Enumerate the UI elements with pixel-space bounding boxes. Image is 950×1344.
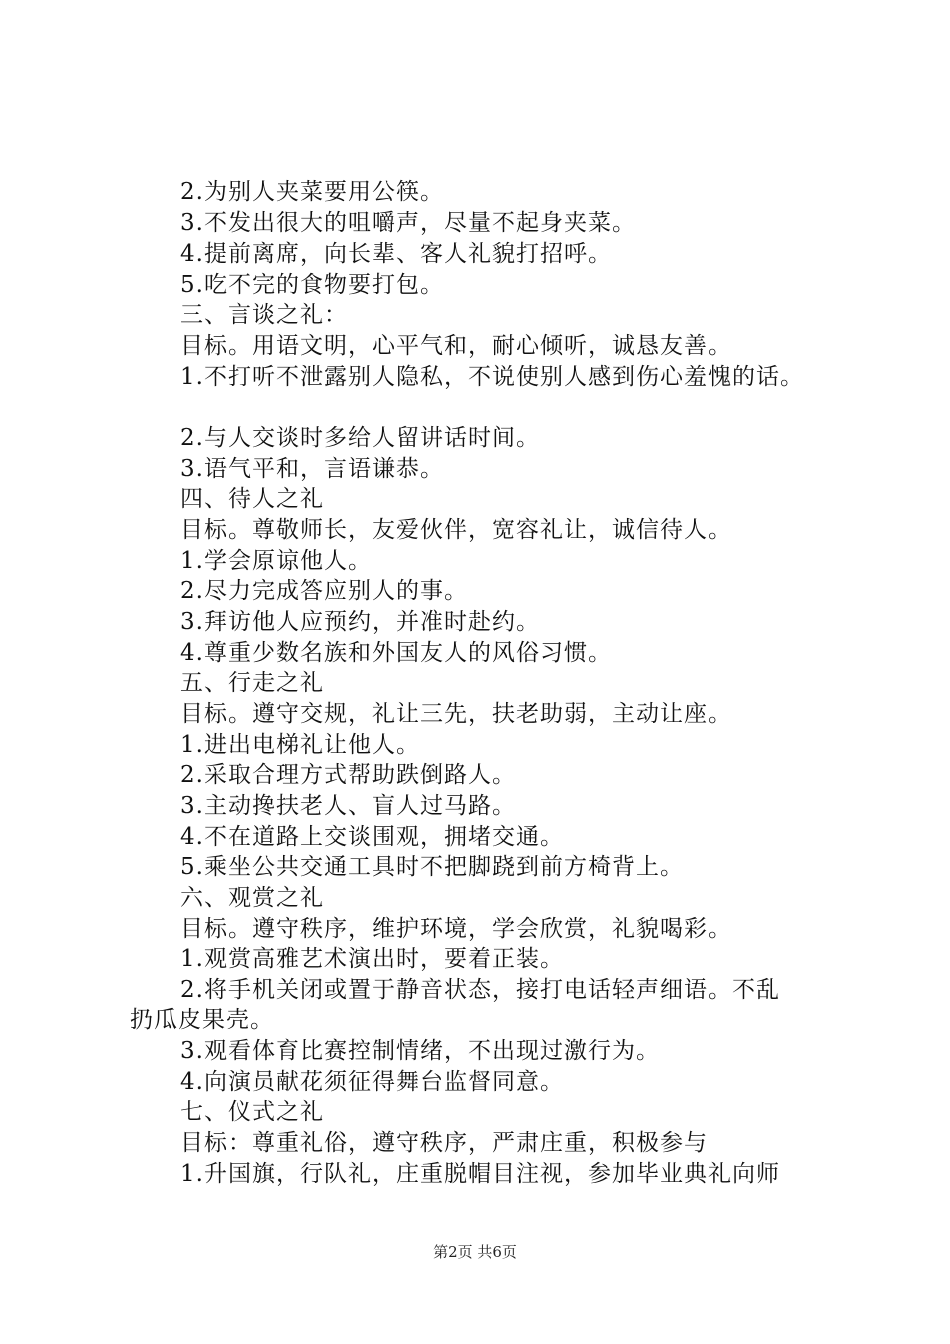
section-heading: 七、仪式之礼 <box>180 1099 324 1125</box>
text-line: 2.将手机关闭或置于静音状态，接打电话轻声细语。不乱 <box>180 977 780 1003</box>
text-line: 3.不发出很大的咀嚼声，尽量不起身夹菜。 <box>180 210 636 236</box>
text-line: 4.向演员献花须征得舞台监督同意。 <box>180 1069 564 1095</box>
section-heading: 五、行走之礼 <box>180 670 324 696</box>
section-goal: 目标。用语文明，心平气和，耐心倾听，诚恳友善。 <box>180 333 732 359</box>
text-line: 4.提前离席，向长辈、客人礼貌打招呼。 <box>180 241 612 267</box>
text-line: 3.拜访他人应预约，并准时赴约。 <box>180 609 540 635</box>
text-line: 3.主动搀扶老人、盲人过马路。 <box>180 793 516 819</box>
text-line: 2.采取合理方式帮助跌倒路人。 <box>180 762 516 788</box>
page-number-footer: 第2页 共6页 <box>433 1243 517 1261</box>
section-goal: 目标。尊敬师长，友爱伙伴，宽容礼让，诚信待人。 <box>180 517 732 543</box>
text-line: 1.学会原谅他人。 <box>180 548 372 574</box>
text-line: 3.语气平和，言语谦恭。 <box>180 456 444 482</box>
section-heading: 四、待人之礼 <box>180 486 324 512</box>
text-line: 2.与人交谈时多给人留讲话时间。 <box>180 425 540 451</box>
section-goal: 目标。遵守交规，礼让三先，扶老助弱，主动让座。 <box>180 701 732 727</box>
section-goal: 目标。遵守秩序，维护环境，学会欣赏，礼貌喝彩。 <box>180 916 732 942</box>
text-line: 1.升国旗，行队礼，庄重脱帽目注视，参加毕业典礼向师 <box>180 1161 780 1187</box>
text-line: 4.尊重少数名族和外国友人的风俗习惯。 <box>180 640 612 666</box>
text-line-continued: 扔瓜皮果壳。 <box>130 1007 274 1033</box>
section-goal: 目标：尊重礼俗，遵守秩序，严肃庄重，积极参与 <box>180 1130 708 1156</box>
text-line: 1.观赏高雅艺术演出时，要着正装。 <box>180 946 564 972</box>
section-heading: 三、言谈之礼： <box>180 302 348 328</box>
text-line: 2.为别人夹菜要用公筷。 <box>180 179 444 205</box>
text-line: 4.不在道路上交谈围观，拥堵交通。 <box>180 824 564 850</box>
text-line: 1.进出电梯礼让他人。 <box>180 732 420 758</box>
text-line: 2.尽力完成答应别人的事。 <box>180 578 468 604</box>
text-line: 3.观看体育比赛控制情绪，不出现过激行为。 <box>180 1038 660 1064</box>
section-heading: 六、观赏之礼 <box>180 885 324 911</box>
text-line: 5.吃不完的食物要打包。 <box>180 272 444 298</box>
text-line: 1.不打听不泄露别人隐私，不说使别人感到伤心羞愧的话。 <box>180 364 804 390</box>
text-line: 5.乘坐公共交通工具时不把脚跷到前方椅背上。 <box>180 854 684 880</box>
